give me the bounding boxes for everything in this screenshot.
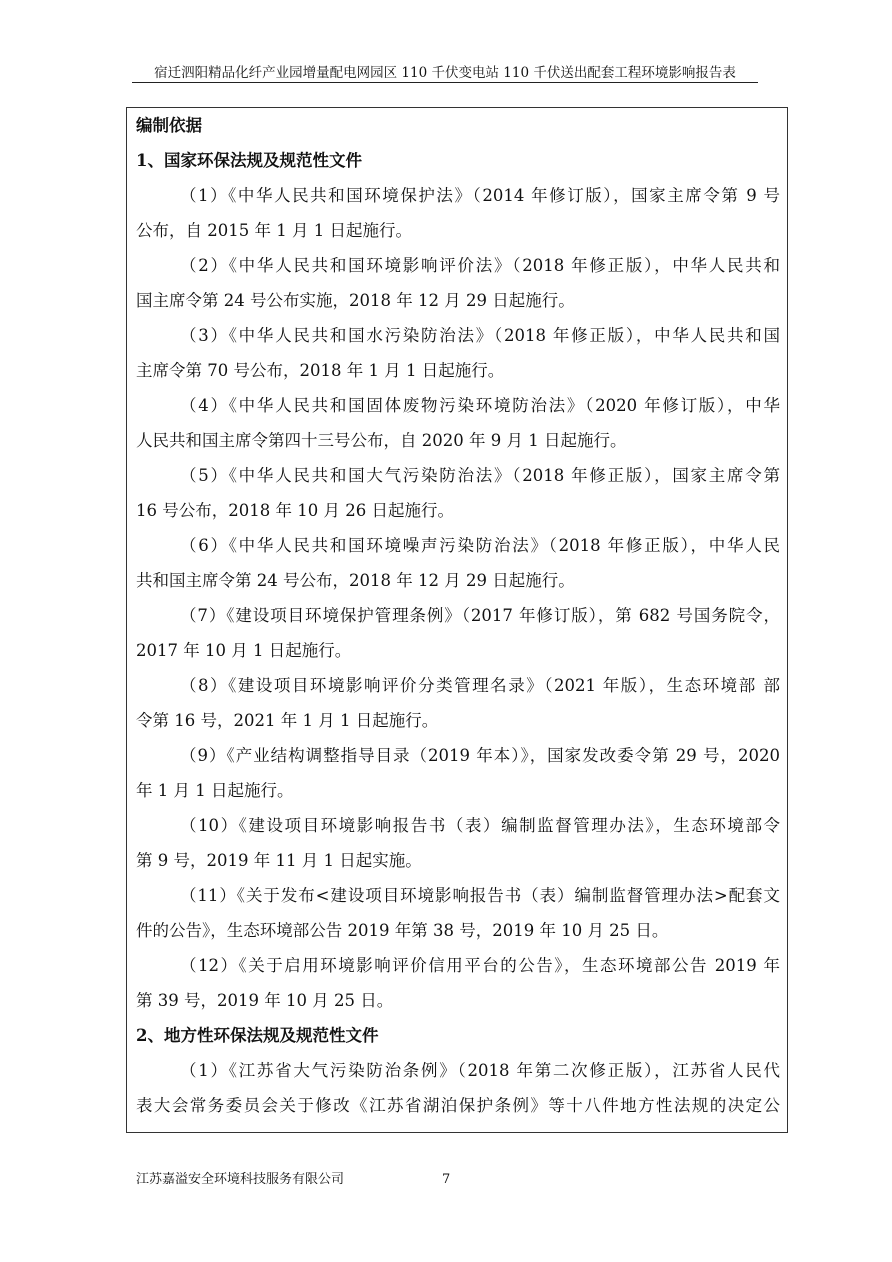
item-line: 公布，自 2015 年 1 月 1 日起施行。 [136, 221, 412, 240]
regulation-item-9 [136, 738, 780, 808]
item-line: 表大会常务委员会关于修改《江苏省湖泊保护条例》等十八件地方性法规的决定公 [136, 1096, 780, 1115]
regulation-item-1 [136, 178, 780, 248]
content-frame [126, 107, 788, 1133]
item-line: （9）《产业结构调整指导目录（2019 年本）》，国家发改委令第 29 号，2020 [180, 746, 780, 765]
item-line: 主席令第 70 号公布，2018 年 1 月 1 日起施行。 [136, 361, 505, 380]
regulation-item-3 [136, 318, 780, 388]
item-line: （12）《关于启用环境影响评价信用平台的公告》，生态环境部公告 2019 年 [180, 956, 780, 975]
item-line: 第 9 号，2019 年 11 月 1 日起实施。 [136, 851, 422, 870]
regulation-item-4 [136, 388, 780, 458]
item-line: 人民共和国主席令第四十三号公布，自 2020 年 9 月 1 日起施行。 [136, 431, 627, 450]
document-heading: 编制依据 [136, 116, 202, 135]
regulation-item-11 [136, 878, 780, 948]
item-line: （7）《建设项目环境保护管理条例》（2017 年修订版），第 682 号国务院令， [180, 606, 780, 625]
item-line: （6）《中华人民共和国环境噪声污染防治法》（2018 年修正版），中华人民 [180, 536, 780, 555]
item-line: 年 1 月 1 日起施行。 [136, 781, 294, 800]
page-header-title: 宿迁泗阳精品化纤产业园增量配电网园区 110 千伏变电站 110 千伏送出配套工程环境影响报告表 [154, 65, 736, 81]
regulation-item-12 [136, 948, 780, 1018]
header-divider [132, 82, 758, 83]
section-title: 2、地方性环保法规及规范性文件 [136, 1026, 379, 1045]
item-line: （11）《关于发布<建设项目环境影响报告书（表）编制监督管理办法>配套文 [180, 886, 780, 905]
item-line: （5）《中华人民共和国大气污染防治法》（2018 年修正版），国家主席令第 [180, 466, 780, 485]
regulation-item-7 [136, 598, 780, 668]
item-line: 2017 年 10 月 1 日起施行。 [136, 641, 352, 660]
page-number: 7 [442, 1172, 451, 1187]
item-line: （8）《建设项目环境影响评价分类管理名录》（2021 年版），生态环境部 部 [180, 676, 780, 695]
item-line: （1）《江苏省大气污染防治条例》（2018 年第二次修正版），江苏省人民代 [180, 1061, 780, 1080]
regulation-item-10 [136, 808, 780, 878]
section-national [136, 143, 780, 1018]
item-line: 第 39 号，2019 年 10 月 25 日。 [136, 991, 394, 1010]
item-line: （1）《中华人民共和国环境保护法》（2014 年修订版），国家主席令第 9 号 [180, 186, 780, 205]
regulation-item-6 [136, 528, 780, 598]
section-title: 1、国家环保法规及规范性文件 [136, 151, 362, 170]
footer-company-name: 江苏嘉溢安全环境科技服务有限公司 [136, 1172, 345, 1187]
item-line: （3）《中华人民共和国水污染防治法》（2018 年修正版），中华人民共和国 [180, 326, 780, 345]
section-local [136, 1018, 780, 1123]
item-line: 共和国主席令第 24 号公布，2018 年 12 月 29 日起施行。 [136, 571, 575, 590]
regulation-item-2 [136, 248, 780, 318]
item-line: （4）《中华人民共和国固体废物污染环境防治法》（2020 年修订版），中华 [180, 396, 780, 415]
content-body [136, 108, 780, 1123]
regulation-item-local-1 [136, 1053, 780, 1123]
item-line: （2）《中华人民共和国环境影响评价法》（2018 年修正版），中华人民共和 [180, 256, 780, 275]
item-line: 令第 16 号，2021 年 1 月 1 日起施行。 [136, 711, 439, 730]
item-line: 件的公告》，生态环境部公告 2019 年第 38 号，2019 年 10 月 25 日。 [136, 921, 669, 940]
item-line: （10）《建设项目环境影响报告书（表）编制监督管理办法》，生态环境部令 [180, 816, 780, 835]
regulation-item-5 [136, 458, 780, 528]
item-line: 国主席令第 24 号公布实施，2018 年 12 月 29 日起施行。 [136, 291, 575, 310]
item-line: 16 号公布，2018 年 10 月 26 日起施行。 [136, 501, 454, 520]
regulation-item-8 [136, 668, 780, 738]
